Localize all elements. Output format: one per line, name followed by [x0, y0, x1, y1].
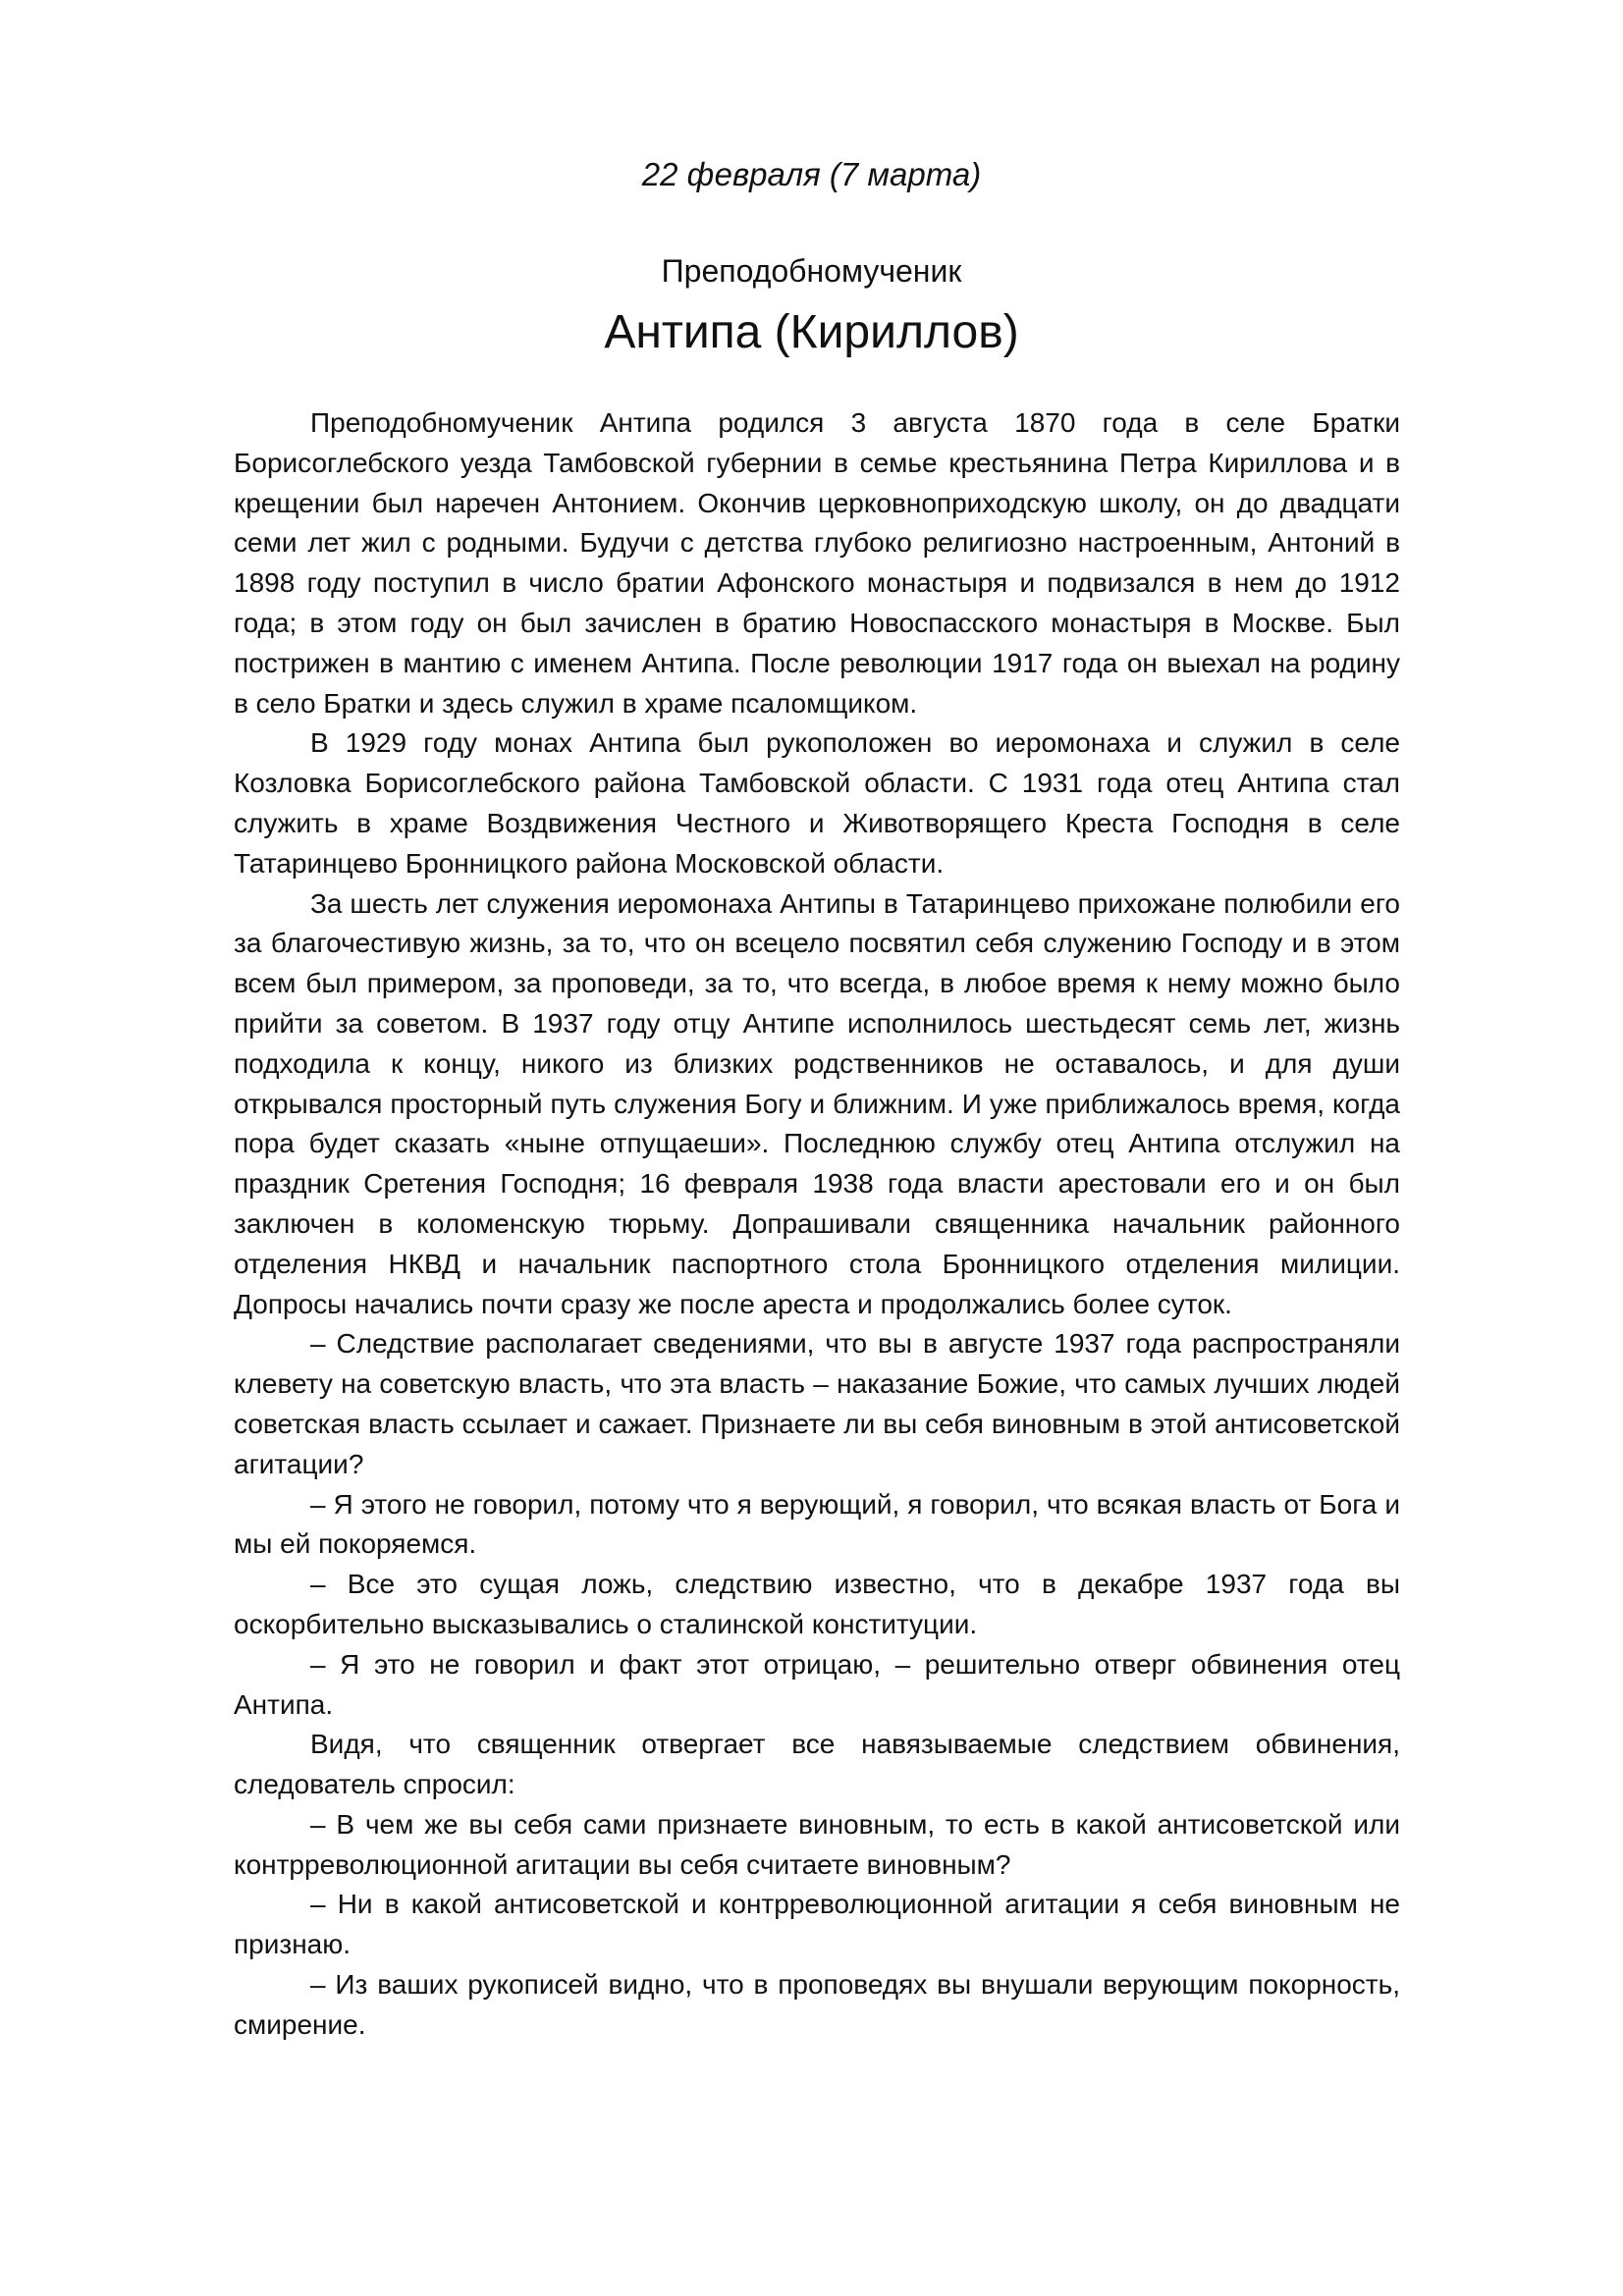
paragraph: – Я это не говорил и факт этот отрицаю, – решительно отверг обвинения отец Антипа.	[234, 1648, 1400, 1720]
paragraph: Видя, что священник отвергает все навязываемые следствием обвинения, следователь спросил:	[234, 1729, 1400, 1800]
paragraph: За шесть лет служения иеромонаха Антипы в Татаринцево прихожане полюбили его за благочестивую жизнь, за то, что он всецело посвятил себя служению Господу и в этом всем был примером, за проповеди, за то, что всегда, в любое время к нему можно было прийти за советом. В 1937 году отцу Антипе исполнилось шестьдесят семь лет, жизнь подходила к концу, никого из близких родственников не оставалось, и для души открывался просторный путь служения Богу и ближним. И уже приближалось время, когда пора будет сказать «ныне отпущаеши». Последнюю службу отец Антипа отслужил на праздник Сретения Господня; 16 февраля 1938 года власти арестовали его и он был заключен в коломенскую тюрьму. Допрашивали священника начальник районного отделения НКВД и начальник паспортного стола Бронницкого отделения милиции. Допросы начались почти сразу же после ареста и продолжались более суток.	[234, 887, 1400, 1319]
saint-name-title: Антипа (Кириллов)	[604, 306, 1019, 358]
paragraph: – Из ваших рукописей видно, что в проповедях вы внушали верующим покорность, смирение.	[234, 1969, 1400, 2040]
paragraph: В 1929 году монах Антипа был рукоположен во иеромонаха и служил в селе Козловка Борисоглебского района Тамбовской области. С 1931 года отец Антипа стал служить в храме Воздвижения Честного и Животворящего Креста Господня в селе Татаринцево Бронницкого района Московской области.	[234, 727, 1400, 879]
paragraph: – Я этого не говорил, потому что я верующий, я говорил, что всякая власть от Бога и мы ей покоряемся.	[234, 1488, 1400, 1560]
paragraph: – Все это сущая ложь, следствию известно, что в декабре 1937 года вы оскорбительно высказывались о сталинской конституции.	[234, 1569, 1400, 1639]
paragraph: – Следствие располагает сведениями, что вы в августе 1937 года распространяли клевету на советскую власть, что эта власть – наказание Божие, что самых лучших людей советская власть ссылает и сажает. Признаете ли вы себя виновным в этой антисоветской агитации?	[234, 1328, 1400, 1479]
saint-rank: Преподобномученик	[661, 253, 962, 289]
paragraph: – В чем же вы себя сами признаете виновным, то есть в какой антисоветской или контрреволюционной агитации вы себя считаете виновным?	[234, 1808, 1400, 1880]
feast-date: 22 февраля (7 марта)	[641, 156, 982, 192]
paragraph: Преподобномученик Антипа родился 3 августа 1870 года в селе Братки Борисоглебского уезда Тамбовской губернии в семье крестьянина Петра Кириллова и в крещении был наречен Антонием. Окончив церковноприходскую школу, он до двадцати семи лет жил с родными. Будучи с детства глубоко религиозно настроенным, Антоний в 1898 году поступил в число братии Афонского монастыря и подвизался в нем до 1912 года; в этом году он был зачислен в братию Новоспасского монастыря в Москве. Был пострижен в мантию с именем Антипа. После революции 1917 года он выехал на родину в село Братки и здесь служил в храме псаломщиком.	[234, 407, 1400, 719]
paragraph: – Ни в какой антисоветской и контрреволюционной агитации я себя виновным не признаю.	[234, 1889, 1400, 1960]
body-text	[234, 403, 1400, 2046]
